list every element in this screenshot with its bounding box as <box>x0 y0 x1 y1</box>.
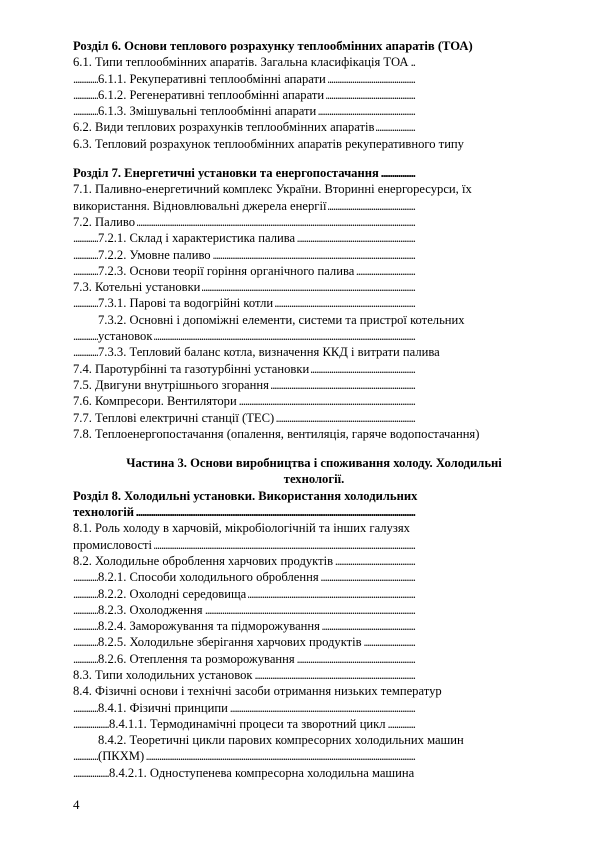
toc-entry[interactable] <box>73 328 557 344</box>
toc-entry-label: установок <box>98 329 153 344</box>
part-heading <box>73 455 557 471</box>
toc-entry-label: Розділ 6. Основи теплового розрахунку теплообмінних апаратів (ТОА) <box>73 39 473 53</box>
toc-entry-label: 7.3.2. Основні і допоміжні елементи, системи та пристрої котельних <box>98 312 465 327</box>
toc-entry-label: 8.2.3. Охолодження <box>98 602 203 617</box>
part-heading <box>73 471 557 487</box>
toc-entry-label: 8.2.6. Отеплення та розморожування <box>98 651 295 666</box>
toc-entry[interactable] <box>73 312 557 328</box>
section-heading[interactable] <box>73 504 557 520</box>
toc-entry-label: 7.3.1. Парові та водогрійні котли <box>98 296 274 311</box>
section-heading[interactable] <box>73 488 557 504</box>
toc-entry[interactable] <box>73 230 557 246</box>
toc-entry[interactable] <box>73 181 557 197</box>
toc-entry[interactable] <box>73 377 557 393</box>
toc-entry[interactable] <box>73 569 557 585</box>
toc-entry-label: 8.4.2.1. Одноступенева компресорна холодильна машина <box>109 765 415 780</box>
toc-entry-label: 6.1. Типи теплообмінних апаратів. Загальна класифікація ТОА <box>73 55 409 70</box>
toc-entry-label: промисловості <box>73 537 153 552</box>
toc-entry-label: 8.2. Холодильне оброблення харчових продуктів <box>73 553 334 568</box>
toc-entry[interactable] <box>73 716 557 732</box>
toc-entry[interactable] <box>73 732 557 748</box>
toc-entry-label: технологій <box>73 505 135 520</box>
toc-entry-label: Розділ 7. Енергетичні установки та енергопостачання <box>73 166 379 181</box>
toc-page <box>73 38 557 781</box>
toc-entry[interactable] <box>73 748 557 764</box>
toc-entry-label: 6.1.2. Регенеративні теплообмінні апарати <box>98 87 325 102</box>
toc-entry[interactable] <box>73 263 557 279</box>
toc-entry-label: Розділ 8. Холодильні установки. Використання холодильних <box>73 488 418 503</box>
toc-entry[interactable] <box>73 765 557 781</box>
toc-entry-label: 7.1. Паливно-енергетичний комплекс України. Вторинні енергоресурси, їх <box>73 182 472 197</box>
toc-entry[interactable] <box>73 87 557 103</box>
toc-entry-label: (ПКХМ) <box>98 749 145 764</box>
toc-entry-label: 8.2.1. Способи холодильного оброблення <box>98 570 319 585</box>
toc-entry-label: 7.2.3. Основи теорії горіння органічного палива <box>98 263 355 278</box>
toc-entry-label: 7.2.2. Умовне паливо <box>98 247 211 262</box>
toc-entry[interactable] <box>73 214 557 230</box>
toc-entry-label: 6.1.3. Змішувальні теплообмінні апарати <box>98 104 317 119</box>
toc-entry[interactable] <box>73 136 557 152</box>
section-gap <box>73 152 557 165</box>
toc-entry[interactable] <box>73 410 557 426</box>
toc-entry[interactable] <box>73 553 557 569</box>
toc-entry[interactable] <box>73 667 557 683</box>
toc-entry-label: Частина 3. Основи виробництва і споживання холоду. Холодильні <box>126 456 502 471</box>
toc-entry[interactable] <box>73 344 557 360</box>
toc-entry[interactable] <box>73 683 557 699</box>
toc-entry[interactable] <box>73 71 557 87</box>
toc-entry[interactable] <box>73 700 557 716</box>
toc-entry-label: 8.1. Роль холоду в харчовій, мікробіологічній та інших галузях <box>73 521 410 536</box>
toc-entry-label: 8.4.1. Фізичні принципи <box>98 700 228 715</box>
section-heading[interactable] <box>73 38 557 54</box>
toc-entry[interactable] <box>73 54 557 70</box>
toc-entry[interactable] <box>73 537 557 553</box>
toc-entry-label: 8.4.1.1. Термодинамічні процеси та зворотний цикл <box>109 716 386 731</box>
toc-entry[interactable] <box>73 361 557 377</box>
toc-entry-label: 7.6. Компресори. Вентилятори <box>73 394 237 409</box>
toc-entry-label: 6.3. Тепловий розрахунок теплообмінних апаратів рекуперативного типу <box>73 136 464 151</box>
toc-entry-label: технології. <box>283 472 345 487</box>
section-gap <box>73 442 557 455</box>
page-number: 4 <box>73 797 80 812</box>
section-heading[interactable] <box>73 165 557 181</box>
toc-entry[interactable] <box>73 103 557 119</box>
toc-entry[interactable] <box>73 295 557 311</box>
toc-entry[interactable] <box>73 247 557 263</box>
toc-entry-label: 8.2.2. Охолодні середовища <box>98 586 247 601</box>
toc-entry[interactable] <box>73 618 557 634</box>
toc-entry-label: 7.5. Двигуни внутрішнього згорання <box>73 377 269 392</box>
toc-entry[interactable] <box>73 198 557 214</box>
toc-entry[interactable] <box>73 634 557 650</box>
toc-entry-label: 7.3.3. Тепловий баланс котла, визначення ККД і витрати палива <box>98 345 440 360</box>
toc-entry[interactable] <box>73 602 557 618</box>
toc-entry[interactable] <box>73 586 557 602</box>
toc-entry-label: 8.4.2. Теоретичні цикли парових компресорних холодильних машин <box>98 733 464 748</box>
toc-entry-label: 6.1.1. Рекуперативні теплообмінні апарати <box>98 71 326 86</box>
toc-entry-label: 8.2.4. Заморожування та підморожування <box>98 619 320 634</box>
toc-entry-label: 6.2. Види теплових розрахунків теплообмінних апаратів <box>73 120 375 135</box>
toc-entry-label: 7.3. Котельні установки <box>73 280 201 295</box>
toc-entry-label: 7.2. Паливо <box>73 214 136 229</box>
toc-entry[interactable] <box>73 279 557 295</box>
toc-entry-label: 7.8. Теплоенергопостачання (опалення, вентиляція, гаряче водопостачання) <box>73 426 480 441</box>
toc-entry-label: 8.4. Фізичні основи і технічні засоби отримання низьких температур <box>73 684 442 699</box>
toc-entry[interactable] <box>73 426 557 442</box>
toc-entry-label: використання. Відновлювальні джерела енергії <box>73 198 327 213</box>
toc-entry-label: 7.7. Теплові електричні станції (ТЕС) <box>73 410 275 425</box>
toc-entry[interactable] <box>73 651 557 667</box>
toc-entry-label: 7.4. Паротурбінні та газотурбінні установки <box>73 361 310 376</box>
toc-entry-label: 8.2.5. Холодильне зберігання харчових продуктів <box>98 635 362 650</box>
toc-entry[interactable] <box>73 119 557 135</box>
toc-entry[interactable] <box>73 520 557 536</box>
toc-entry-label: 7.2.1. Склад і характеристика палива <box>98 231 296 246</box>
toc-entry[interactable] <box>73 393 557 409</box>
toc-entry-label: 8.3. Типи холодильних установок <box>73 667 253 682</box>
